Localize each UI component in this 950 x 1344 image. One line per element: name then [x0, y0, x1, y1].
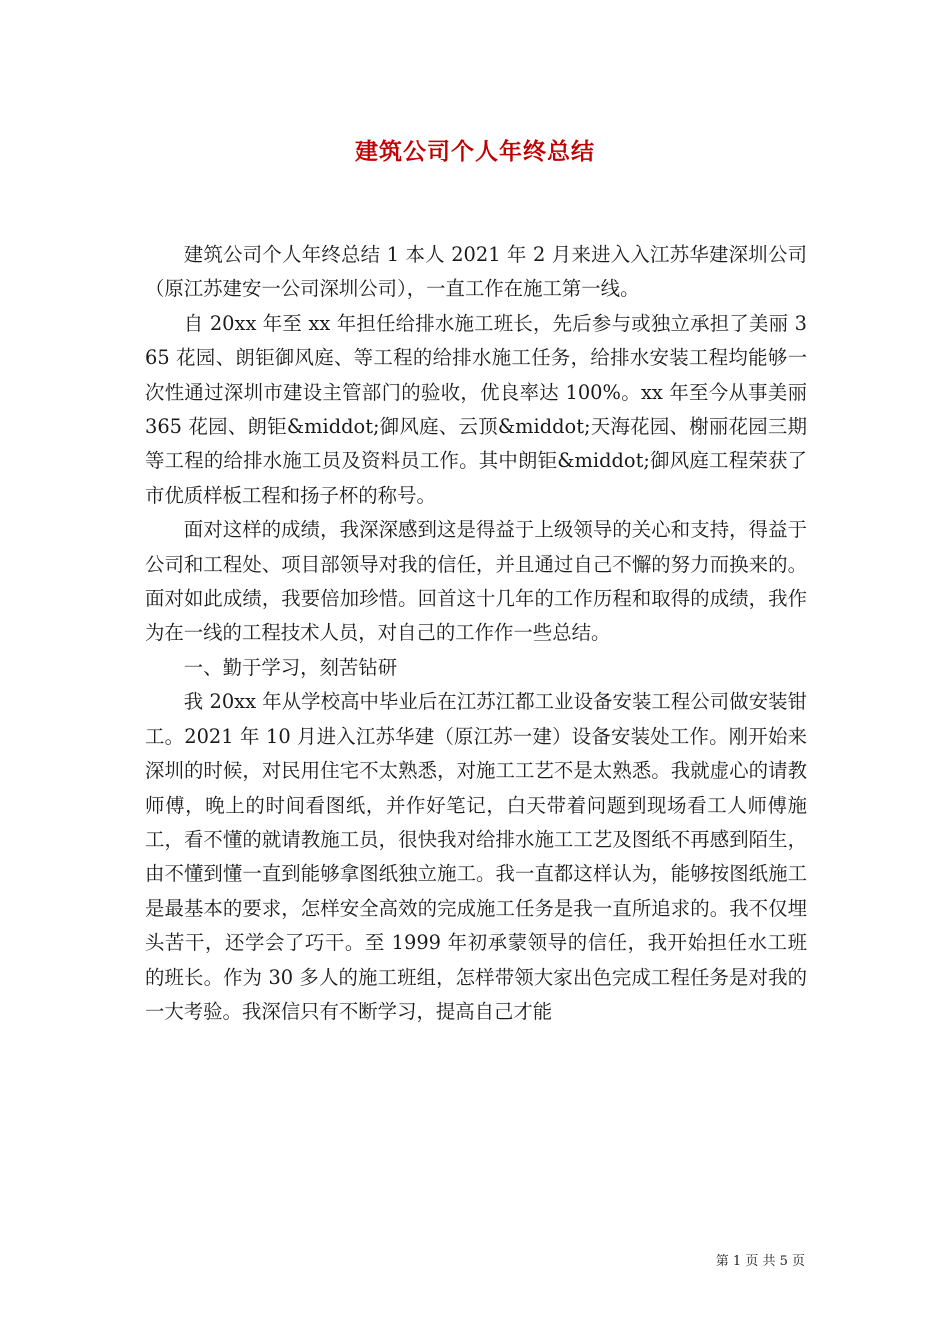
section-heading: 一、勤于学习，刻苦钻研: [183, 655, 398, 679]
document-body: [145, 238, 807, 1029]
page-number-label: 第 1 页 共 5 页: [715, 1254, 805, 1269]
paragraph-intro: 建筑公司个人年终总结 1 本人 2021 年 2 月来进入入江苏华建深圳公司（原江苏建安一公司深圳公司），一直工作在施工第一线。: [145, 243, 807, 301]
paragraph-experience: 自 20xx 年至 xx 年担任给排水施工班长，先后参与或独立承担了美丽 365 花园、朗钜御风庭、等工程的给排水施工任务，给排水安装工程均能够一次性通过深圳市建设主管部门的验收，优良率达 100%。xx 年至今从事美丽 365 花园、朗钜&middot;御风庭、云顶&middot;天海花园、榭丽花园三期等工程的给排水施工员及资料员工作。其中朗钜&middot;御风庭工程荣获了市优质样板工程和扬子杯的称号。: [145, 311, 807, 507]
paragraph-study: 我 20xx 年从学校高中毕业后在江苏江都工业设备安装工程公司做安装钳工。2021 年 10 月进入江苏华建（原江苏一建）设备安装处工作。刚开始来深圳的时候，对民用住宅不太熟悉，对施工工艺不是太熟悉。我就虚心的请教师傅，晚上的时间看图纸，并作好笔记，白天带着问题到现场看工人师傅施工，看不懂的就请教施工员，很快我对给排水施工工艺及图纸不再感到陌生，由不懂到懂一直到能够拿图纸独立施工。我一直都这样认为，能够按图纸施工是最基本的要求，怎样安全高效的完成施工任务是我一直所追求的。我不仅埋头苦干，还学会了巧干。至 1999 年初承蒙领导的信任，我开始担任水工班的班长。作为 30 多人的施工班组，怎样带领大家出色完成工程任务是对我的一大考验。我深信只有不断学习，提高自己才能: [145, 690, 807, 1023]
paragraph-reflection: 面对这样的成绩，我深深感到这是得益于上级领导的关心和支持，得益于公司和工程处、项目部领导对我的信任，并且通过自己不懈的努力而换来的。面对如此成绩，我要倍加珍惜。回首这十几年的工作历程和取得的成绩，我作为在一线的工程技术人员，对自己的工作作一些总结。: [145, 518, 807, 645]
document-title: 建筑公司个人年终总结: [355, 138, 595, 165]
page-footer: [716, 1250, 805, 1269]
